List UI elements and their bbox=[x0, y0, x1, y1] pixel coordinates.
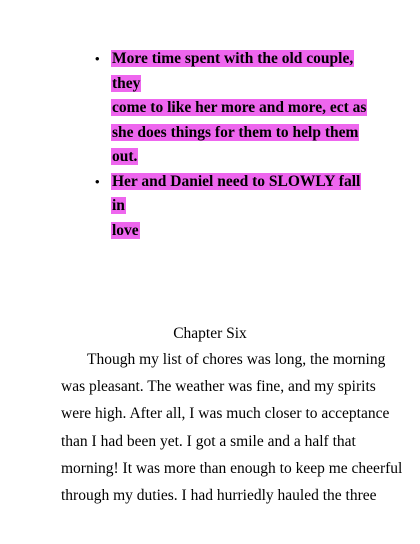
body-line: was pleasant. The weather was fine, and my spirits bbox=[61, 378, 376, 396]
author-note-item bbox=[95, 170, 370, 244]
bullet-icon: • bbox=[95, 173, 100, 189]
chapter-body bbox=[61, 346, 403, 509]
body-line: Though my list of chores was long, the morning bbox=[87, 351, 386, 368]
body-line: were high. After all, I was much closer to acceptance bbox=[61, 405, 390, 423]
body-line: than I had been yet. I got a smile and a half that bbox=[61, 432, 356, 450]
note-line: love bbox=[112, 221, 139, 239]
chapter-title: Chapter Six bbox=[173, 325, 247, 342]
body-line: through my duties. I had hurriedly hauled the three bbox=[61, 487, 377, 505]
note-line: More time spent with the old couple, they bbox=[112, 50, 354, 92]
note-line: Her and Daniel need to SLOWLY fall in bbox=[112, 172, 361, 214]
body-line: morning! It was more than enough to keep me cheerful bbox=[61, 459, 403, 477]
note-line: she does things for them to help them out. bbox=[112, 123, 359, 165]
bullet-icon: • bbox=[95, 51, 100, 66]
note-line: come to like her more and more, ect as bbox=[112, 99, 367, 116]
author-note-item bbox=[95, 47, 370, 170]
author-notes-list bbox=[95, 47, 370, 243]
highlighted-note-text bbox=[111, 173, 361, 239]
highlighted-note-text bbox=[111, 50, 367, 165]
